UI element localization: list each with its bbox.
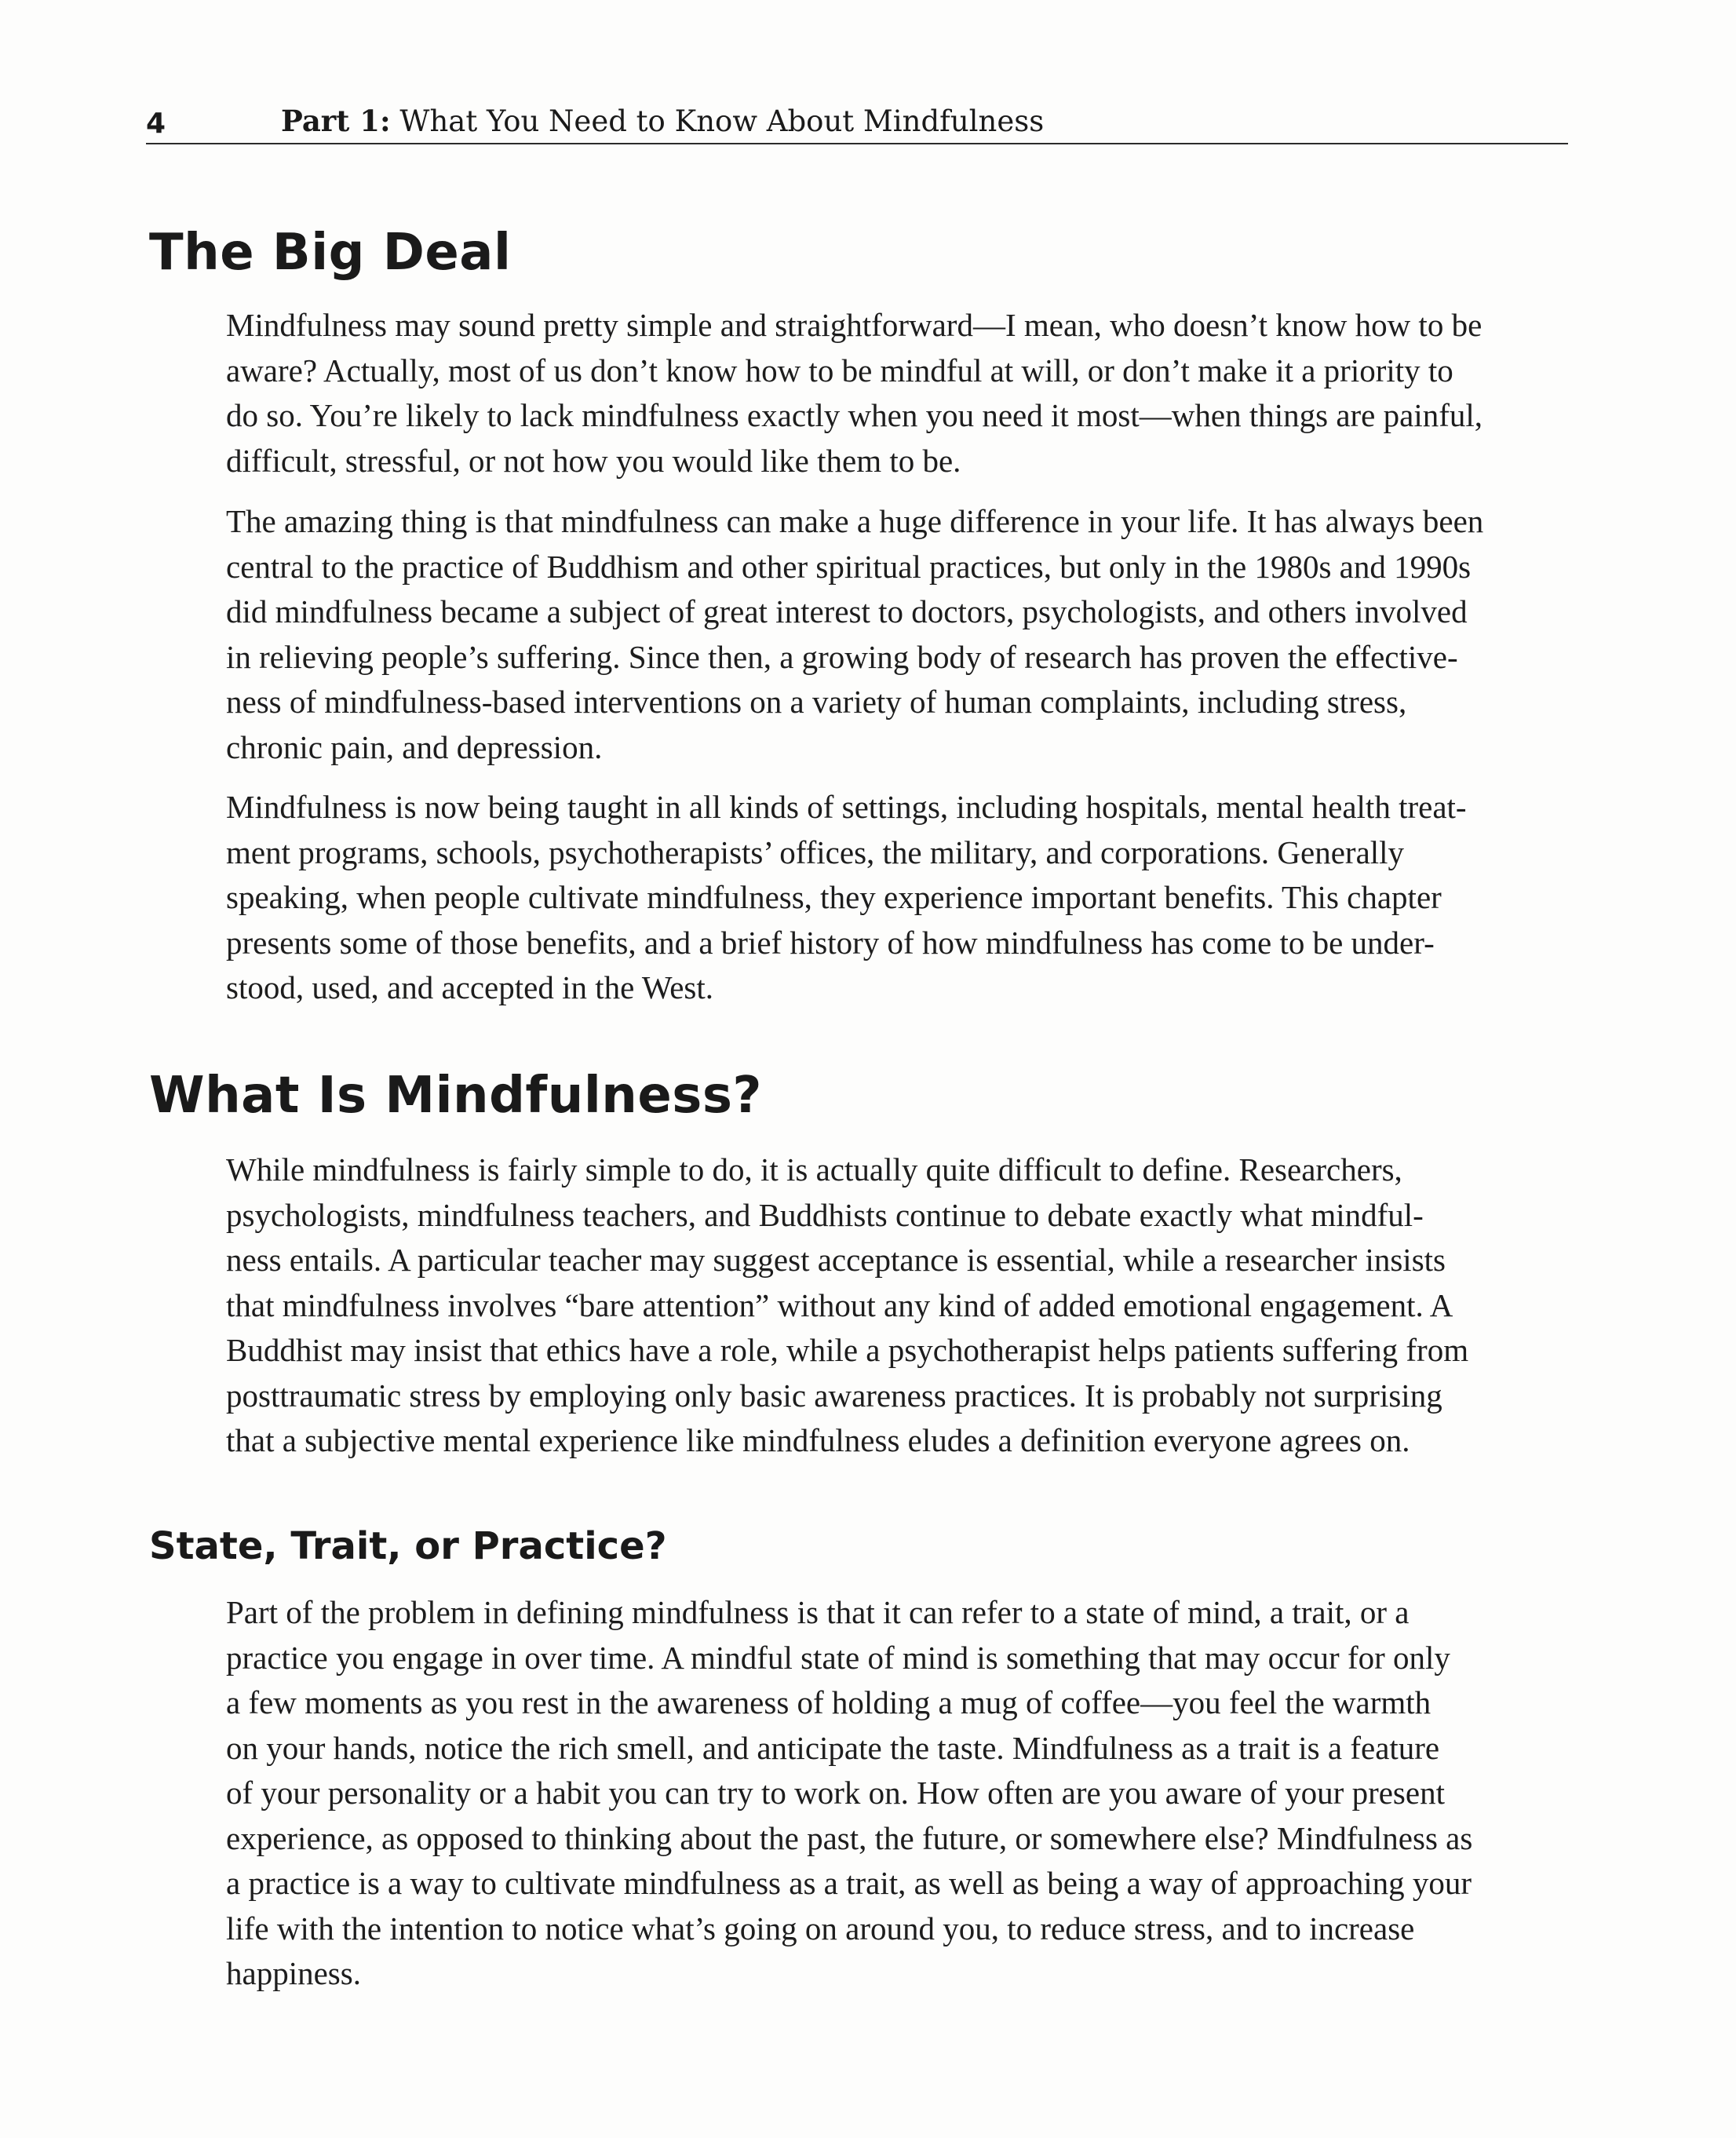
running-header-title [281, 102, 1044, 140]
text-line: presents some of those benefits, and a brief history of how mindfulness has come to be under- [226, 924, 1435, 961]
section-heading-what-is-mindfulness: What Is Mindfulness? [149, 1067, 763, 1125]
text-line: ment programs, schools, psychotherapists’ offices, the military, and corporations. Generally [226, 834, 1405, 870]
paragraph [226, 785, 1566, 1011]
text-line: chronic pain, and depression. [226, 728, 603, 765]
text-line: central to the practice of Buddhism and other spiritual practices, but only in the 1980s and 1990s [226, 548, 1472, 585]
part-title: What You Need to Know About Mindfulness [390, 104, 1045, 138]
paragraph [226, 303, 1566, 483]
paragraph [226, 1147, 1566, 1464]
text-line: While mindfulness is fairly simple to do, it is actually quite difficult to define. Researchers, [226, 1151, 1402, 1188]
text-line: Mindfulness may sound pretty simple and straightforward—I mean, who doesn’t know how to be [226, 307, 1483, 343]
text-line: psychologists, mindfulness teachers, and Buddhists continue to debate exactly what mindful- [226, 1196, 1424, 1233]
text-line: practice you engage in over time. A mindful state of mind is something that may occur for only [226, 1639, 1450, 1676]
text-line: in relieving people’s suffering. Since then, a growing body of research has proven the effective- [226, 638, 1458, 675]
text-line: happiness. [226, 1955, 361, 1991]
text-line: Mindfulness is now being taught in all kinds of settings, including hospitals, mental health treat- [226, 789, 1467, 825]
header-rule [146, 143, 1568, 144]
text-line: Part of the problem in defining mindfulness is that it can refer to a state of mind, a trait, or a [226, 1594, 1410, 1630]
text-line: The amazing thing is that mindfulness can make a huge difference in your life. It has always been [226, 503, 1484, 539]
paragraph [226, 499, 1566, 770]
text-line: experience, as opposed to thinking about the past, the future, or somewhere else? Mindfulness as [226, 1819, 1473, 1856]
page-number: 4 [146, 108, 166, 140]
text-line: on your hands, notice the rich smell, and anticipate the taste. Mindfulness as a trait is a feature [226, 1729, 1440, 1766]
running-header [146, 100, 1566, 144]
text-line: stood, used, and accepted in the West. [226, 969, 714, 1005]
text-line: do so. You’re likely to lack mindfulness exactly when you need it most—when things are painful, [226, 397, 1483, 433]
text-line: that a subjective mental experience like mindfulness eludes a definition everyone agrees on. [226, 1422, 1410, 1458]
text-line: life with the intention to notice what’s going on around you, to reduce stress, and to increase [226, 1910, 1415, 1946]
paragraph [226, 1590, 1566, 1997]
text-line: that mindfulness involves “bare attention” without any kind of added emotional engagement. A [226, 1286, 1453, 1323]
text-line: Buddhist may insist that ethics have a role, while a psychotherapist helps patients suffering from [226, 1332, 1469, 1368]
text-line: of your personality or a habit you can try to work on. How often are you aware of your present [226, 1775, 1445, 1811]
text-line: ness of mindfulness-based interventions on a variety of human complaints, including stress, [226, 684, 1407, 720]
part-label: Part 1: [281, 104, 391, 138]
text-line: speaking, when people cultivate mindfulness, they experience important benefits. This chapter [226, 879, 1442, 915]
section-heading-big-deal: The Big Deal [149, 224, 512, 282]
text-line: aware? Actually, most of us don’t know how to be mindful at will, or don’t make it a priority to [226, 352, 1453, 389]
text-line: did mindfulness became a subject of great interest to doctors, psychologists, and others involved [226, 593, 1468, 629]
text-line: ness entails. A particular teacher may suggest acceptance is essential, while a researcher insists [226, 1242, 1446, 1278]
text-line: posttraumatic stress by employing only basic awareness practices. It is probably not surprising [226, 1377, 1442, 1414]
text-line: a practice is a way to cultivate mindfulness as a trait, as well as being a way of approaching your [226, 1865, 1472, 1901]
text-line: difficult, stressful, or not how you would like them to be. [226, 442, 961, 479]
text-line: a few moments as you rest in the awareness of holding a mug of coffee—you feel the warmth [226, 1684, 1431, 1720]
subsection-heading-state-trait-practice: State, Trait, or Practice? [149, 1524, 667, 1568]
